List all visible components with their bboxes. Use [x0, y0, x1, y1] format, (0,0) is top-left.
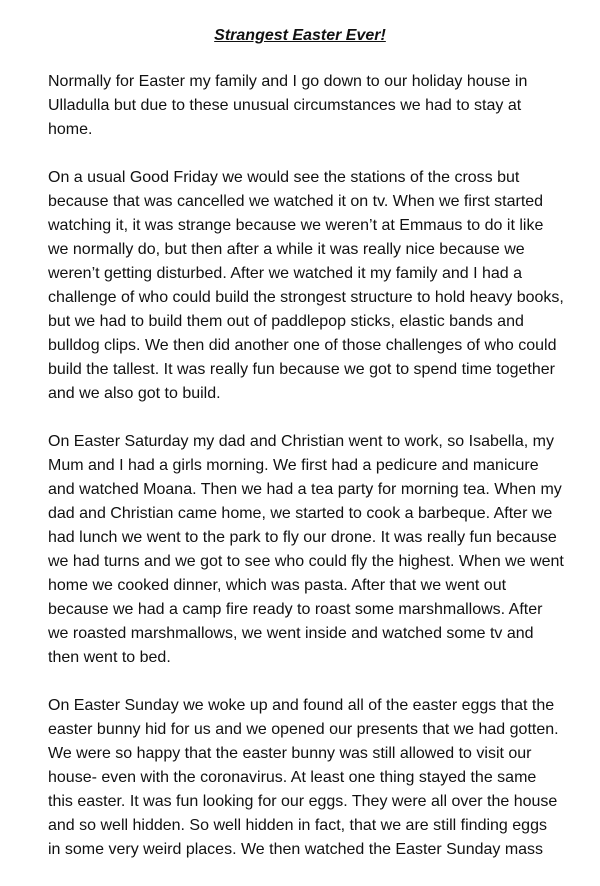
text-line: because that was cancelled we watched it on tv. When we first started	[48, 193, 544, 210]
text-line: Ulladulla but due to these unusual circumstances we had to stay at	[48, 97, 522, 114]
text-line: Normally for Easter my family and I go down to our holiday house in	[48, 73, 528, 90]
text-line: home.	[48, 121, 93, 138]
text-line: We were so happy that the easter bunny was still allowed to visit our	[48, 745, 532, 762]
text-line: we roasted marshmallows, we went inside and watched some tv and	[48, 625, 534, 642]
text-line: and watched Moana. Then we had a tea party for morning tea. When my	[48, 481, 562, 498]
text-line: house- even with the coronavirus. At least one thing stayed the same	[48, 769, 537, 786]
text-line: home we cooked dinner, which was pasta. After that we went out	[48, 577, 507, 594]
text-line: but we had to build them out of paddlepop sticks, elastic bands and	[48, 313, 524, 330]
text-line: and so well hidden. So well hidden in fact, that we are still finding eggs	[48, 817, 547, 834]
text-line: watching it, it was strange because we weren’t at Emmaus to do it like	[48, 217, 544, 234]
text-line: then went to bed.	[48, 649, 171, 666]
paragraph-3	[48, 430, 588, 670]
text-line: and we also got to build.	[48, 385, 221, 402]
text-line: build the tallest. It was really fun because we got to spend time together	[48, 361, 555, 378]
text-line: this easter. It was fun looking for our eggs. They were all over the house	[48, 793, 558, 810]
paragraph-2	[48, 166, 588, 406]
text-line: we had turns and we got to see who could fly the highest. When we went	[48, 553, 564, 570]
text-line: On Easter Sunday we woke up and found all of the easter eggs that the	[48, 697, 555, 714]
text-line: in some very weird places. We then watched the Easter Sunday mass	[48, 841, 544, 858]
text-line: weren’t getting disturbed. After we watched it my family and I had a	[48, 265, 523, 282]
text-line: Mum and I had a girls morning. We first had a pedicure and manicure	[48, 457, 539, 474]
text-line: had lunch we went to the park to fly our drone. It was really fun because	[48, 529, 557, 546]
text-line: easter bunny hid for us and we opened our presents that we had gotten.	[48, 721, 559, 738]
document-body	[48, 70, 588, 886]
text-line: On Easter Saturday my dad and Christian went to work, so Isabella, my	[48, 433, 555, 450]
text-line: because we had a camp fire ready to roast some marshmallows. After	[48, 601, 543, 618]
text-line: dad and Christian came home, we started to cook a barbeque. After we	[48, 505, 553, 522]
text-line: we normally do, but then after a while it was really nice because we	[48, 241, 525, 258]
text-line: challenge of who could build the strongest structure to hold heavy books,	[48, 289, 564, 306]
document-title: Strangest Easter Ever!	[214, 27, 386, 44]
text-line: bulldog clips. We then did another one of those challenges of who could	[48, 337, 557, 354]
text-line: On a usual Good Friday we would see the stations of the cross but	[48, 169, 520, 186]
paragraph-1	[48, 70, 588, 142]
paragraph-4	[48, 694, 588, 862]
